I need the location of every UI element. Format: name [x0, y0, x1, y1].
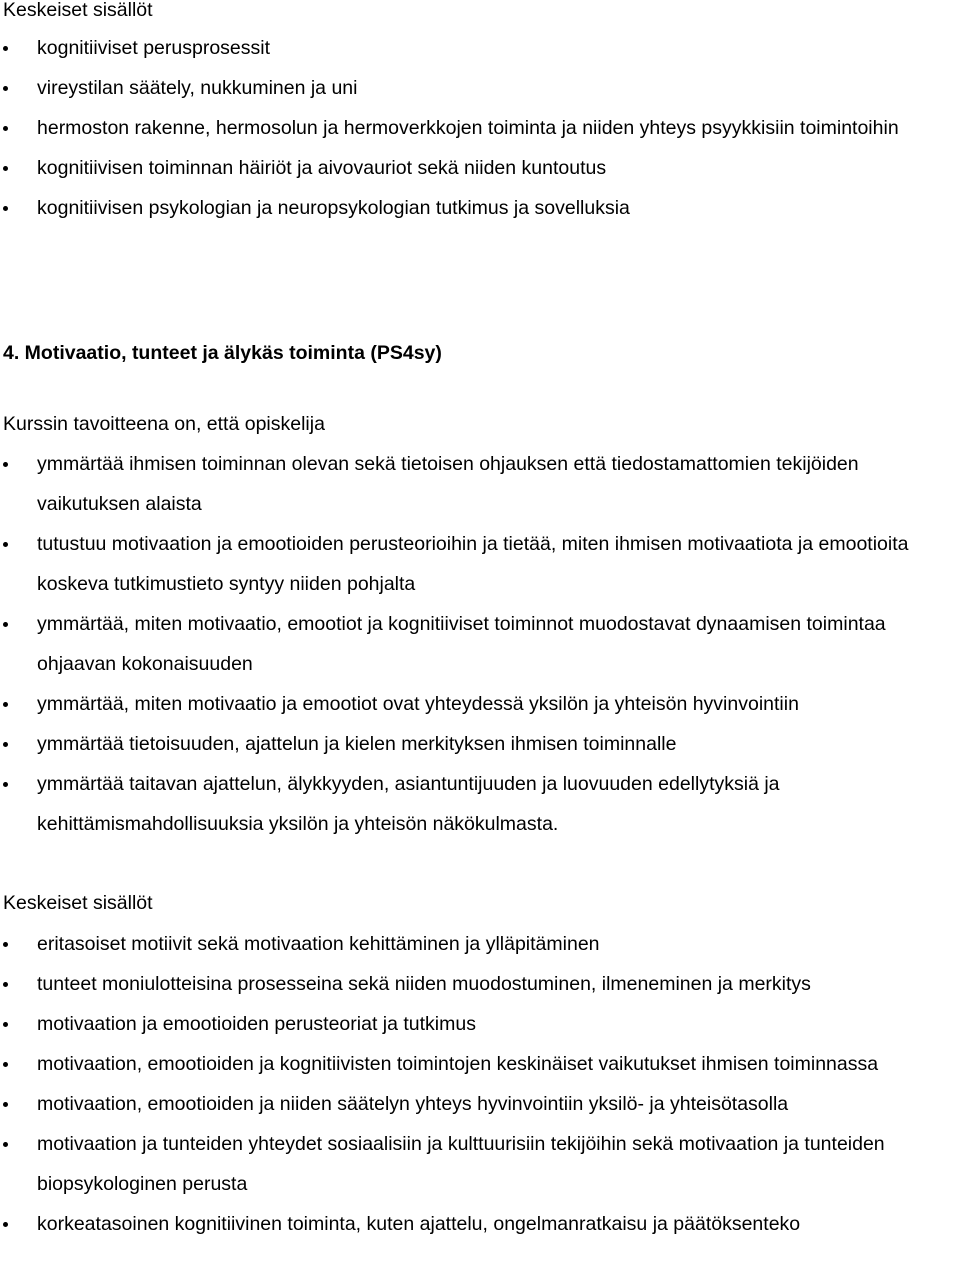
- course-title: 4. Motivaatio, tunteet ja älykäs toiminta (PS4sy): [3, 342, 442, 364]
- bullet-icon: [3, 1222, 8, 1227]
- list-item: motivaation, emootioiden ja kognitiivisten toimintojen keskinäiset vaikutukset ihmisen toiminnassa: [0, 1044, 960, 1084]
- list-item: ymmärtää, miten motivaatio, emootiot ja kognitiiviset toiminnot muodostavat dynaamisen toimintaa ohjaavan kokonaisuuden: [0, 604, 960, 684]
- key-contents-list: [0, 28, 960, 228]
- course-contents-label: Keskeiset sisällöt: [3, 892, 153, 914]
- bullet-icon: [3, 1062, 8, 1067]
- section-label-key-contents: Keskeiset sisällöt: [3, 0, 153, 21]
- bullet-icon: [3, 542, 8, 547]
- bullet-icon: [3, 942, 8, 947]
- bullet-icon: [3, 982, 8, 987]
- bullet-icon: [3, 166, 8, 171]
- list-item: korkeatasoinen kognitiivinen toiminta, kuten ajattelu, ongelmanratkaisu ja päätöksenteko: [0, 1204, 960, 1244]
- bullet-icon: [3, 86, 8, 91]
- list-item: motivaation ja tunteiden yhteydet sosiaalisiin ja kulttuurisiin tekijöihin sekä motivaation ja tunteiden biopsykologinen perusta: [0, 1124, 960, 1204]
- list-item: tunteet moniulotteisina prosesseina sekä niiden muodostuminen, ilmeneminen ja merkitys: [0, 964, 960, 1004]
- list-item: hermoston rakenne, hermosolun ja hermoverkkojen toiminta ja niiden yhteys psyykkisiin toimintoihin: [0, 108, 960, 148]
- list-item: ymmärtää ihmisen toiminnan olevan sekä tietoisen ohjauksen että tiedostamattomien tekijöiden vaikutuksen alaista: [0, 444, 960, 524]
- bullet-icon: [3, 742, 8, 747]
- bullet-icon: [3, 702, 8, 707]
- list-item: ymmärtää, miten motivaatio ja emootiot ovat yhteydessä yksilön ja yhteisön hyvinvointiin: [0, 684, 960, 724]
- bullet-icon: [3, 782, 8, 787]
- list-item: kognitiivisen psykologian ja neuropsykologian tutkimus ja sovelluksia: [0, 188, 960, 228]
- bullet-icon: [3, 1142, 8, 1147]
- list-item: vireystilan säätely, nukkuminen ja uni: [0, 68, 960, 108]
- course-goal-intro: Kurssin tavoitteena on, että opiskelija: [3, 413, 325, 435]
- bullet-icon: [3, 46, 8, 51]
- bullet-icon: [3, 622, 8, 627]
- bullet-icon: [3, 1102, 8, 1107]
- list-item: ymmärtää tietoisuuden, ajattelun ja kielen merkityksen ihmisen toiminnalle: [0, 724, 960, 764]
- list-item: kognitiiviset perusprosessit: [0, 28, 960, 68]
- bullet-icon: [3, 1022, 8, 1027]
- course-contents-list: [0, 924, 960, 1244]
- list-item: eritasoiset motiivit sekä motivaation kehittäminen ja ylläpitäminen: [0, 924, 960, 964]
- list-item: kognitiivisen toiminnan häiriöt ja aivovauriot sekä niiden kuntoutus: [0, 148, 960, 188]
- bullet-icon: [3, 126, 8, 131]
- list-item: ymmärtää taitavan ajattelun, älykkyyden, asiantuntijuuden ja luovuuden edellytyksiä ja kehittämismahdollisuuksia yksilön ja yhteisön näkökulmasta.: [0, 764, 960, 844]
- bullet-icon: [3, 206, 8, 211]
- list-item: tutustuu motivaation ja emootioiden perusteorioihin ja tietää, miten ihmisen motivaatiota ja emootioita koskeva tutkimustieto syntyy niiden pohjalta: [0, 524, 960, 604]
- list-item: motivaation, emootioiden ja niiden säätelyn yhteys hyvinvointiin yksilö- ja yhteisötasolla: [0, 1084, 960, 1124]
- bullet-icon: [3, 462, 8, 467]
- course-goals-list: [0, 444, 960, 844]
- list-item: motivaation ja emootioiden perusteoriat ja tutkimus: [0, 1004, 960, 1044]
